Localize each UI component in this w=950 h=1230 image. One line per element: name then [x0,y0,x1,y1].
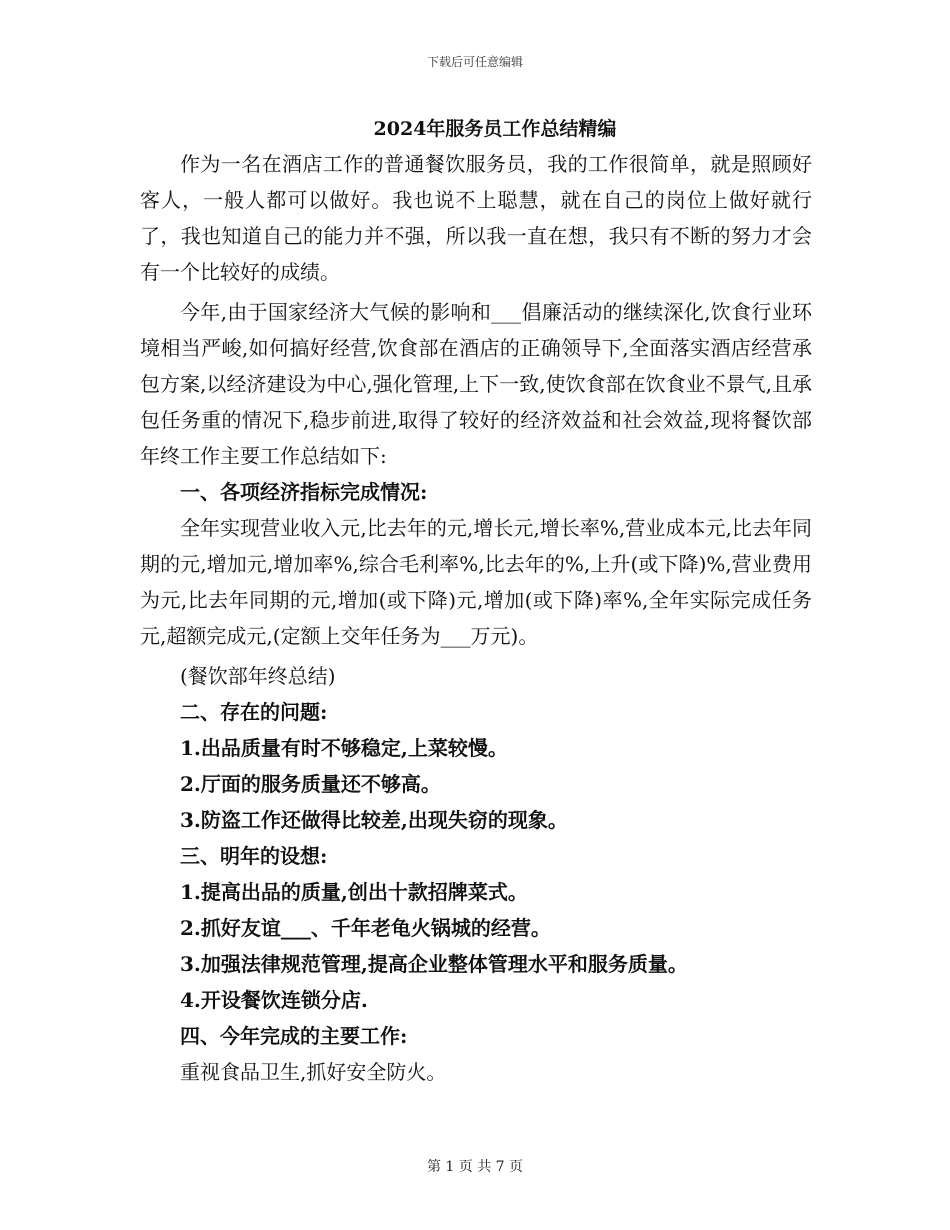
intro-paragraph: 作为一名在酒店工作的普通餐饮服务员，我的工作很简单，就是照顾好客人，一般人都可以做好。我也说不上聪慧，就在自己的岗位上做好就行了，我也知道自己的能力并不强，所以我一直在想，我只有不断的努力才会有一个比较好的成绩。 [140,152,812,284]
section-heading-achievements: 四、今年完成的主要工作: [180,1024,408,1048]
list-item: 2.厅面的服务质量还不够高。 [180,772,441,796]
document-title: 2024年服务员工作总结精编 [373,118,617,140]
header-note: 下载后可任意编辑 [426,55,523,69]
list-item: 3.防盗工作还做得比较差,出现失窃的现象。 [180,808,568,832]
list-item: 4.开设餐饮连锁分店. [180,988,368,1012]
document-body [140,146,812,1090]
section-heading-indicators: 一、各项经济指标完成情况: [180,480,428,504]
indicators-paragraph: 全年实现营业收入元,比去年的元,增长元,增长率%,营业成本元,比去年同期的元,增加元,增加率%,综合毛利率%,比去年的%,上升(或下降)%,营业费用为元,比去年同期的元,增加(或下降)元,增加(或下降)率%,全年实际完成任务元,超额完成元,(定额上交年任务为___万元)。 [140,516,812,648]
list-item: 1.提高出品的质量,创出十款招牌菜式。 [180,880,528,904]
indicators-note: (餐饮部年终总结) [180,664,336,688]
list-item: 1.出品质量有时不够稳定,上菜较慢。 [180,736,508,760]
section-heading-problems: 二、存在的问题: [180,700,328,724]
page-number: 第 1 页 共 7 页 [426,1159,524,1175]
section-heading-plans: 三、明年的设想: [180,844,328,868]
context-paragraph: 今年,由于国家经济大气候的影响和___倡廉活动的继续深化,饮食行业环境相当严峻,如何搞好经营,饮食部在酒店的正确领导下,全面落实酒店经营承包方案,以经济建设为中心,强化管理,上下一致,使饮食部在饮食业不景气,且承包任务重的情况下,稳步前进,取得了较好的经济效益和社会效益,现将餐饮部年终工作主要工作总结如下: [140,300,812,468]
list-item: 重视食品卫生,抓好安全防火。 [180,1060,447,1084]
list-item: 3.加强法律规范管理,提高企业整体管理水平和服务质量。 [180,952,688,976]
list-item: 2.抓好友谊___、千年老龟火锅城的经营。 [180,916,551,940]
